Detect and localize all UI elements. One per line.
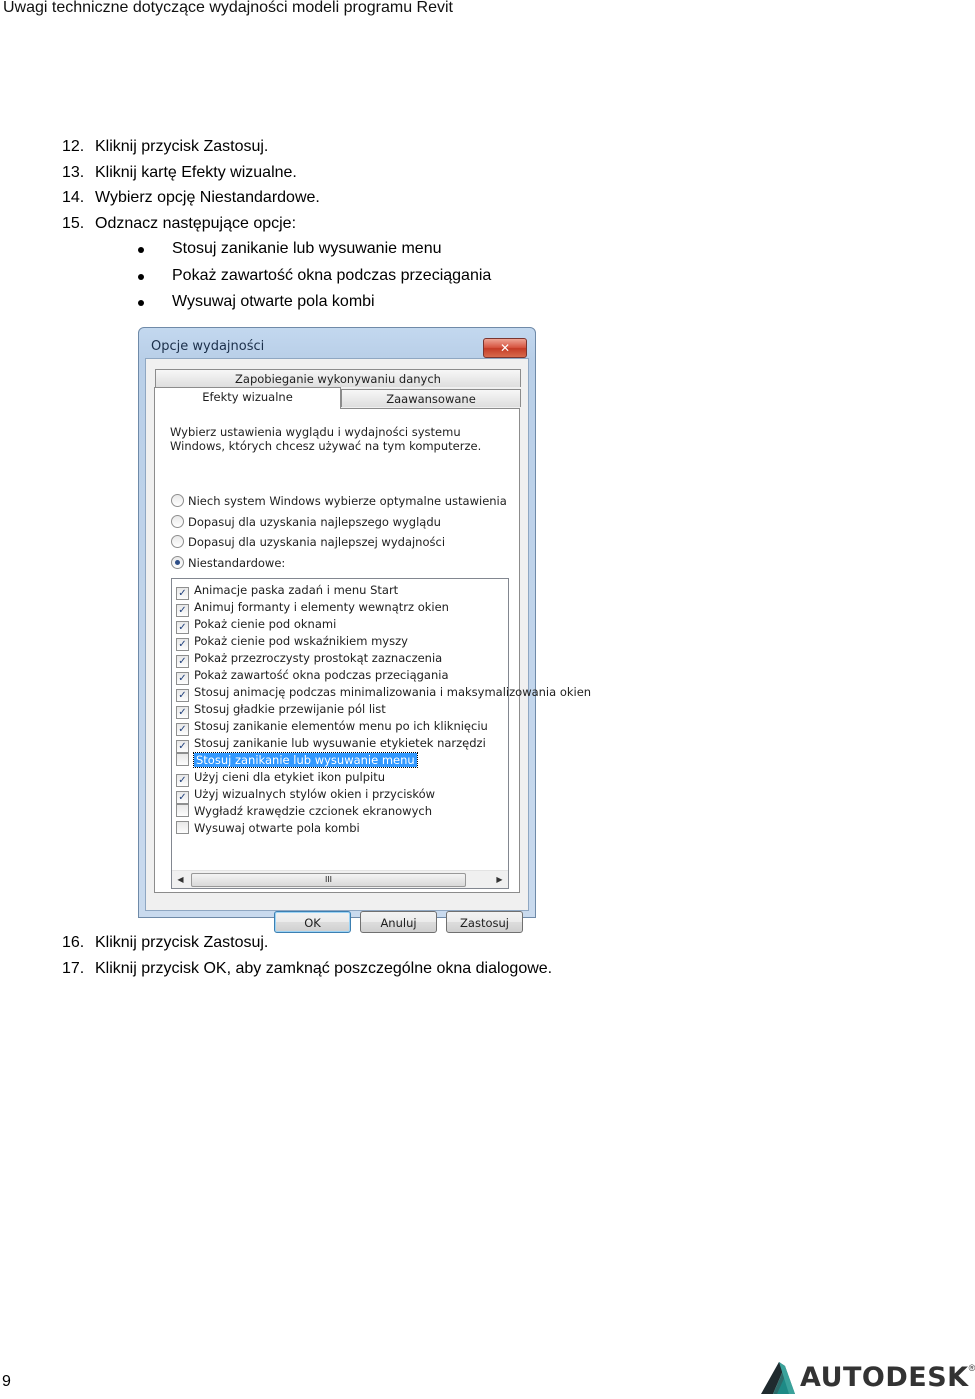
checkbox-label: Użyj wizualnych stylów okien i przycisków [194, 787, 436, 801]
close-button[interactable]: ✕ [483, 338, 527, 358]
radio-best-performance[interactable] [171, 534, 445, 550]
bullet-text: Pokaż zawartość okna podczas przeciągania [172, 266, 492, 284]
checkbox-label: Stosuj animację podczas minimalizowania i maksymalizowania okien [194, 685, 592, 699]
checkbox-checked-icon: ✓ [176, 621, 189, 634]
checkbox-label: Pokaż cienie pod oknami [194, 617, 337, 631]
tab-data-execution-prevention[interactable]: Zapobieganie wykonywaniu danych [155, 369, 521, 387]
bullet-dot-icon [138, 300, 144, 306]
radio-label: Dopasuj dla uzyskania najlepszej wydajności [188, 535, 446, 549]
ok-button[interactable]: OK [274, 911, 351, 933]
checkbox-unchecked-icon [176, 753, 189, 766]
checkbox-label: Stosuj zanikanie elementów menu po ich kliknięciu [194, 719, 488, 733]
step-text: Wybierz opcję Niestandardowe. [95, 189, 320, 206]
checkbox-item[interactable] [176, 769, 385, 785]
bullet-dot-icon [138, 247, 144, 253]
dialog-body [145, 358, 592, 930]
step-number: 13. [62, 163, 85, 181]
checkbox-checked-icon: ✓ [176, 587, 189, 600]
checkbox-item[interactable] [176, 735, 486, 751]
visual-effects-panel [154, 408, 592, 893]
step-13 [62, 160, 491, 186]
checkbox-checked-icon: ✓ [176, 604, 189, 617]
radio-let-windows-choose[interactable] [171, 493, 507, 509]
step-text: Kliknij przycisk OK, aby zamknąć poszczególne okna dialogowe. [95, 959, 553, 977]
checkbox-item[interactable] [176, 820, 360, 836]
checkbox-item[interactable] [176, 803, 432, 819]
tab-advanced[interactable]: Zaawansowane [341, 389, 521, 407]
checkbox-label: Wygładź krawędzie czcionek ekranowych [194, 804, 433, 818]
step-number: 15. [62, 214, 85, 232]
step-text: Kliknij przycisk Zastosuj. [95, 138, 269, 155]
step-number: 12. [62, 138, 85, 155]
checkbox-item[interactable] [176, 718, 488, 734]
radio-label: Niech system Windows wybierze optymalne ustawienia [188, 494, 507, 508]
checkbox-unchecked-icon [176, 804, 189, 817]
checkbox-label: Animuj formanty i elementy wewnątrz okien [194, 600, 449, 614]
instruction-steps-after [62, 930, 552, 981]
bullet-text: Stosuj zanikanie lub wysuwanie menu [172, 240, 442, 257]
horizontal-scrollbar[interactable] [172, 870, 508, 888]
registered-mark: ® [968, 1363, 975, 1373]
step-16 [62, 930, 552, 956]
radio-best-appearance[interactable] [171, 514, 441, 530]
dialog-title: Opcje wydajności [151, 339, 265, 354]
checkbox-item[interactable] [176, 786, 435, 802]
step-text: Kliknij kartę Efekty wizualne. [95, 163, 297, 181]
step-15 [62, 211, 491, 237]
autodesk-a-icon [759, 1360, 795, 1394]
checkbox-item[interactable] [176, 667, 449, 683]
checkbox-label: Pokaż zawartość okna podczas przeciągania [194, 668, 449, 682]
bullet-item [62, 236, 491, 263]
step-text: Kliknij przycisk Zastosuj. [95, 934, 269, 951]
checkbox-label: Stosuj zanikanie lub wysuwanie etykietek narzędzi [194, 736, 486, 750]
panel-description: Wybierz ustawienia wyglądu i wydajności systemu Windows, których chcesz używać na tym komputerze. [170, 425, 482, 453]
radio-button-selected-icon [171, 556, 184, 569]
scroll-thumb[interactable]: III [191, 873, 466, 887]
radio-custom[interactable] [171, 555, 285, 571]
page-number: 9 [2, 1373, 11, 1390]
checkbox-checked-icon: ✓ [176, 655, 189, 668]
checkbox-unchecked-icon [176, 821, 189, 834]
radio-label: Niestandardowe: [188, 556, 286, 570]
step-12 [62, 134, 491, 160]
apply-button[interactable]: Zastosuj [446, 911, 523, 933]
checkbox-item[interactable] [176, 684, 591, 700]
bullet-list [62, 236, 491, 316]
checkbox-checked-icon: ✓ [176, 774, 189, 787]
checkbox-label: Stosuj gładkie przewijanie pól list [194, 702, 386, 716]
radio-label: Dopasuj dla uzyskania najlepszego wyglądu [188, 515, 441, 529]
autodesk-logo [759, 1359, 975, 1395]
step-number: 16. [62, 934, 85, 951]
step-17 [62, 956, 552, 982]
bullet-text: Wysuwaj otwarte pola kombi [172, 293, 375, 310]
checkbox-checked-icon: ✓ [176, 791, 189, 804]
checkbox-checked-icon: ✓ [176, 672, 189, 685]
checkbox-item[interactable] [176, 599, 449, 615]
tab-visual-effects[interactable]: Efekty wizualne [154, 387, 341, 409]
step-14 [62, 185, 491, 211]
scroll-right-icon[interactable]: ▶ [496, 875, 503, 884]
checkbox-item[interactable] [176, 701, 386, 717]
performance-options-dialog [138, 327, 592, 930]
checkbox-checked-icon: ✓ [176, 706, 189, 719]
step-text: Odznacz następujące opcje: [95, 214, 297, 232]
radio-button-icon [171, 535, 184, 548]
bullet-item [62, 263, 491, 290]
scroll-left-icon[interactable]: ◀ [177, 875, 184, 884]
instruction-steps-before [62, 134, 491, 316]
checkbox-item[interactable] [176, 582, 398, 598]
checkbox-label: Pokaż przezroczysty prostokąt zaznaczenia [194, 651, 443, 665]
visual-effects-listbox[interactable] [171, 578, 592, 889]
radio-button-icon [171, 515, 184, 528]
step-number: 14. [62, 189, 85, 206]
autodesk-wordmark: AUTODESK [800, 1361, 969, 1393]
page-header-title: Uwagi techniczne dotyczące wydajności modeli programu Revit [3, 0, 453, 16]
checkbox-label: Wysuwaj otwarte pola kombi [194, 821, 360, 835]
radio-button-icon [171, 494, 184, 507]
cancel-button[interactable]: Anuluj [360, 911, 437, 933]
bullet-item [62, 289, 491, 316]
step-number: 17. [62, 959, 85, 977]
checkbox-item-highlighted[interactable] [176, 752, 417, 768]
checkbox-item[interactable] [176, 616, 336, 632]
checkbox-checked-icon: ✓ [176, 723, 189, 736]
checkbox-label: Stosuj zanikanie lub wysuwanie menu [196, 753, 415, 767]
checkbox-label: Pokaż cienie pod wskaźnikiem myszy [194, 634, 408, 648]
checkbox-checked-icon: ✓ [176, 638, 189, 651]
bullet-dot-icon [138, 274, 144, 280]
checkbox-label: Użyj cieni dla etykiet ikon pulpitu [194, 770, 386, 784]
checkbox-item[interactable] [176, 633, 408, 649]
checkbox-item[interactable] [176, 650, 442, 666]
checkbox-label: Animacje paska zadań i menu Start [194, 583, 399, 597]
checkbox-checked-icon: ✓ [176, 740, 189, 753]
checkbox-checked-icon: ✓ [176, 689, 189, 702]
